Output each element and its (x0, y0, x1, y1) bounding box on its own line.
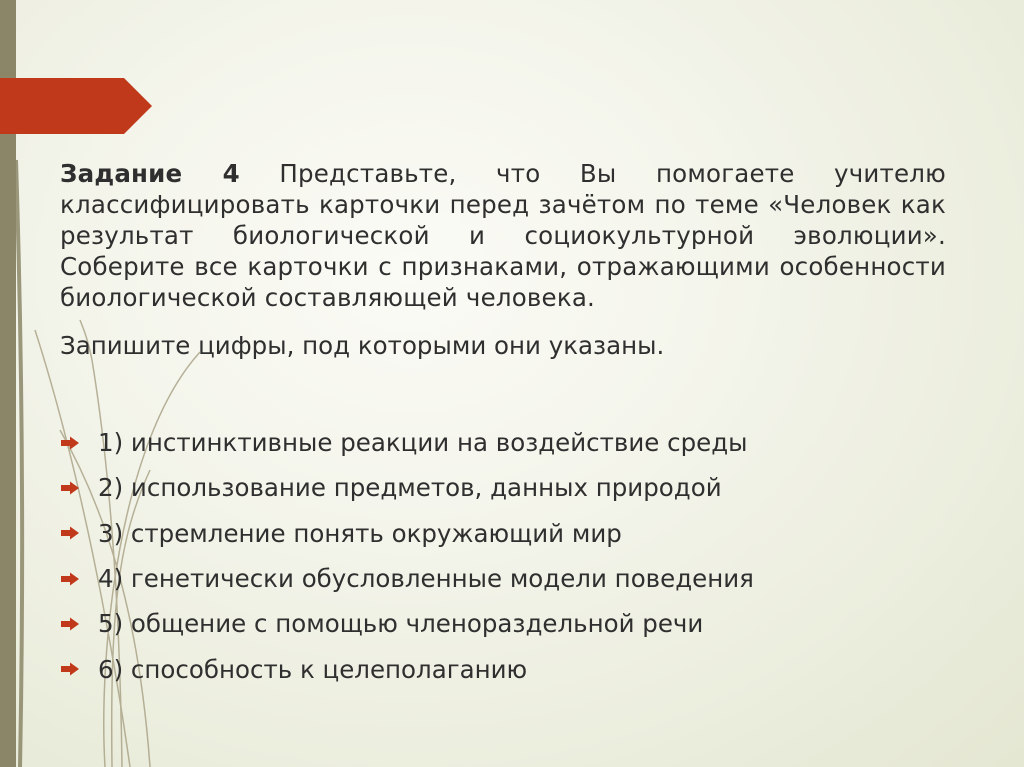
arrow-right-icon (60, 617, 98, 631)
list-item (60, 601, 754, 646)
list-item-text: 2) использование предметов, данных природой (98, 473, 722, 503)
list-item-text: 3) стремление понять окружающий мир (98, 518, 622, 548)
task-paragraph (60, 158, 946, 313)
task-text: Представьте, что Вы помогаете учителю классифицировать карточки перед зачётом по теме «Человек как результат биологической и социокультурной эволюции». Соберите все карточки с признаками, отражающими особенности биологической составляющей человека. (60, 159, 946, 312)
list-item-text: 4) генетически обусловленные модели поведения (98, 564, 754, 594)
arrow-right-icon (60, 436, 98, 450)
arrow-right-icon (60, 572, 98, 586)
list-item (60, 646, 754, 691)
list-item (60, 420, 754, 465)
list-item-text: 6) способность к целеполаганию (98, 654, 528, 684)
list-item-text: 5) общение с помощью членораздельной речи (98, 609, 704, 639)
list-item-text: 1) инстинктивные реакции на воздействие среды (98, 428, 748, 458)
answer-options-list (60, 420, 754, 692)
arrow-right-icon (60, 526, 98, 540)
arrow-right-icon (60, 662, 98, 676)
list-item (60, 465, 754, 510)
instruction-text: Запишите цифры, под которыми они указаны. (60, 331, 665, 360)
list-item (60, 511, 754, 556)
task-title: Задание 4 (60, 159, 240, 188)
accent-arrow-shape (0, 78, 154, 134)
arrow-right-icon (60, 481, 98, 495)
list-item (60, 556, 754, 601)
